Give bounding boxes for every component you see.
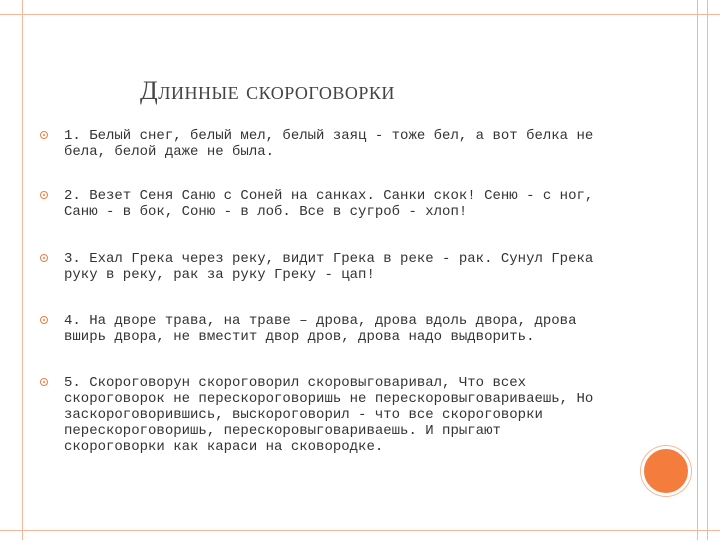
list-item-text: 1. Белый снег, белый мел, белый заяц - тоже бел, а вот белка не бела, белой даже не была. [64, 128, 594, 160]
bullet-icon [40, 131, 48, 139]
frame-line-top [0, 14, 720, 15]
frame-line-bottom [0, 530, 720, 531]
frame-line-right [697, 0, 698, 540]
slide-title: Длинные скороговорки [140, 76, 395, 105]
bullet-icon [40, 316, 48, 324]
frame-line-left [22, 0, 23, 540]
decorative-circle [641, 446, 691, 496]
list-item-text: 3. Ехал Грека через реку, видит Грека в реке - рак. Сунул Грека руку в реку, рак за руку Греку - цап! [64, 251, 594, 283]
bullet-icon [40, 254, 48, 262]
frame-line-right-outer [707, 0, 708, 540]
list-item-text: 4. На дворе трава, на траве – дрова, дрова вдоль двора, дрова вширь двора, не вместит двор дров, дрова надо выдворить. [64, 313, 577, 345]
bullet-icon [40, 191, 48, 199]
bullet-icon [40, 378, 48, 386]
list-item-text: 2. Везет Сеня Саню с Соней на санках. Санки скок! Сеню - с ног, Саню - в бок, Соню - в лоб. Все в сугроб - хлоп! [64, 188, 594, 220]
list-item-text: 5. Скороговорун скороговорил скоровыговаривал, Что всех скороговорок не перескороговоришь не перескоровыговариваешь, Но заскороговорившись, выскороговорил - что все скороговорки перескороговоришь, перескоровыговариваешь. И прыгают скороговорки как караси на сковородке. [64, 375, 594, 455]
